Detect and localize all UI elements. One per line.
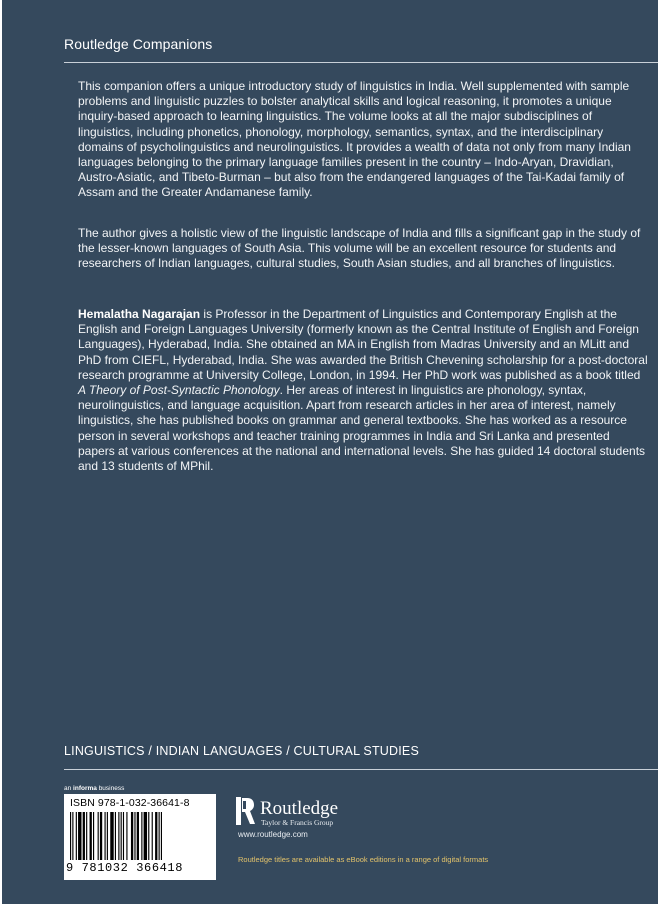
bottom-divider [64,769,658,770]
description-paragraph-2: The author gives a holistic view of the linguistic landscape of India and fills a significant gap in the study of the lesser-known languages of South Asia. This volume will be an excellent resource for students and researchers of Indian languages, cultural studies, South Asian studies, and all branches of linguistics. [78,226,641,271]
top-divider [64,62,658,63]
back-cover [2,0,658,904]
publisher-website[interactable]: www.routledge.com [238,830,308,839]
author-name: Hemalatha Nagarajan [78,307,201,321]
publisher-name: Routledge [260,798,339,819]
routledge-logo-icon [234,795,256,827]
book-title: A Theory of Post-Syntactic Phonology [78,383,280,398]
barcode-panel [64,794,216,880]
informa-brand: informa [73,785,97,792]
isbn-label: ISBN 978-1-032-36641-8 [70,797,190,809]
barcode-number: 9 781032 366418 [66,861,184,875]
author-bio [78,307,648,474]
informa-business-label [64,785,124,792]
ebook-note: Routledge titles are available as eBook editions in a range of digital formats [238,855,489,864]
informa-suffix: business [96,785,125,792]
author-bio-text-1: is Professor in the Department of Linguistics and Contemporary English at the English and Foreign Languages University (formerly known as the Central Institute of English and Foreign Languages), Hyderabad, India. She obtained an MA in English from Madras University and an MLitt and PhD from CIEFL, Hyderabad, India. She was awarded the British Chevening scholarship for a post-doctoral research programme at University College, London, in 1994. Her PhD work was published as a book titled [78,307,648,382]
series-title: Routledge Companions [64,36,213,52]
informa-prefix: an [64,785,74,792]
subject-categories: LINGUISTICS / INDIAN LANGUAGES / CULTURAL STUDIES [64,744,420,758]
barcode-icon [68,812,212,860]
author-bio-text-2: . Her areas of interest in linguistics are phonology, syntax, neurolinguistics, and language acquisition. Apart from research articles in her area of interest, namely linguistics, she has published books on grammar and general textbooks. She has worked as a resource person in several workshops and teacher training programmes in India and Sri Lanka and presented papers at various conferences at the national and international levels. She has guided 14 doctoral students and 13 students of MPhil. [78,383,646,474]
publisher-group: Taylor & Francis Group [261,818,334,827]
description-paragraph-1: This companion offers a unique introductory study of linguistics in India. Well supplemented with sample problems and linguistic puzzles to bolster analytical skills and logical reasoning, it promotes a unique inquiry-based approach to learning linguistics. The volume looks at all the major subdisciplines of linguistics, including phonetics, phonology, morphology, semantics, syntax, and the interdisciplinary domains of psycholinguistics and neurolinguistics. It provides a wealth of data not only from many Indian languages belonging to the primary language families present in the country – Indo-Aryan, Dravidian, Austro-Asiatic, and Tibeto-Burman – but also from the endangered languages of the Tai-Kadai family of Assam and the Greater Andamanese family. [78,79,631,200]
